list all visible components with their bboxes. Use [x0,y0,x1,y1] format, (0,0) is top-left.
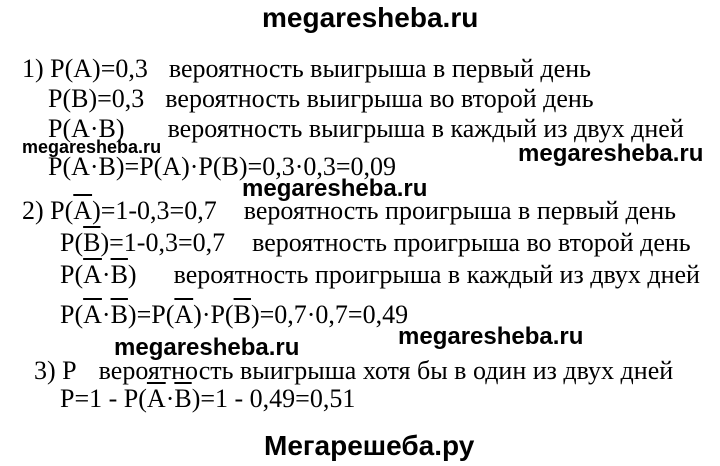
s2-l4-a2: $\overline{A}$ [174,300,194,329]
s2-l4-b2: $\overline{B}$ [233,300,251,329]
s2-l1-bar: $\overline{A}$ [73,196,93,225]
s2-l2-pre: P( [60,228,84,257]
s1-l3-formula: P(A·B) [48,114,125,143]
s2-l3-dot: · [101,260,111,289]
s3-l1-text: вероятность выигрыша хотя бы в один из двух дней [98,356,674,385]
s2-l3-text: вероятность проигрыша в каждый из двух дней [173,260,700,289]
s2-l1-post: )=1-0,3=0,7 [92,196,217,225]
s2-l4-d1: · [101,300,111,329]
watermark-right-1: megaresheba.ru [518,140,704,167]
s2-l1-pre: 2) P( [22,196,74,225]
s3-l2-d: · [165,384,175,413]
s3-l2-b: $\overline{B}$ [174,384,192,413]
s1-line-2 [48,84,594,114]
s2-l2-post: )=1-0,3=0,7 [100,228,226,257]
s2-l3-post: ) [127,260,137,289]
s1-l4-formula: P(A·B)=P(A)·P(B)=0,3·0,3=0,09 [48,152,397,181]
s3-line-2 [60,384,355,414]
s2-line-2 [60,228,691,258]
s2-line-3 [60,260,700,290]
s2-l2-text: вероятность проигрыша во второй день [252,228,691,257]
s2-l3-pre: P( [60,260,84,289]
s1-l2-text: вероятность выигрыша во второй день [165,84,594,113]
s2-line-1 [22,196,676,226]
s1-l2-formula: P(B)=0,3 [48,84,145,113]
s2-l4-post: )=0,7·0,7=0,49 [250,300,409,329]
s1-l1-text: вероятность выигрыша в первый день [168,54,591,83]
s2-line-4 [60,300,408,330]
s2-l4-m1: )=P( [127,300,175,329]
s1-line-3 [48,114,684,144]
watermark-top: megaresheba.ru [262,2,479,33]
s3-l2-pre: P=1 - P( [60,384,147,413]
s2-l4-b1: $\overline{B}$ [110,300,128,329]
watermark-left-small: megaresheba.ru [22,137,162,157]
s3-line-1 [34,356,673,386]
s1-line-4 [48,152,396,182]
s2-l4-m2: )·P( [193,300,234,329]
s2-l4-p1: P( [60,300,84,329]
s1-l3-text: вероятность выигрыша в каждый из двух дней [167,114,684,143]
watermark-middle-1: megaresheba.ru [242,175,428,202]
s2-l1-text: вероятность проигрыша в первый день [243,196,676,225]
s3-l1-formula: 3) P [34,356,76,385]
s1-l1-formula: 1) P(A)=0,3 [22,54,148,83]
watermark-right-2: megaresheba.ru [398,323,584,350]
s2-l3-bar2: $\overline{B}$ [110,260,128,289]
s2-l3-bar1: $\overline{A}$ [83,260,102,289]
s2-l4-a1: $\overline{A}$ [83,300,102,329]
watermark-left-2: megaresheba.ru [114,334,300,361]
watermark-bottom: Мегарешеба.ру [264,430,475,461]
s1-line-1 [22,54,591,84]
s3-l2-a: $\overline{A}$ [146,384,166,413]
s3-l2-post: )=1 - 0,49=0,51 [191,384,356,413]
s2-l2-bar: $\overline{B}$ [83,228,101,257]
